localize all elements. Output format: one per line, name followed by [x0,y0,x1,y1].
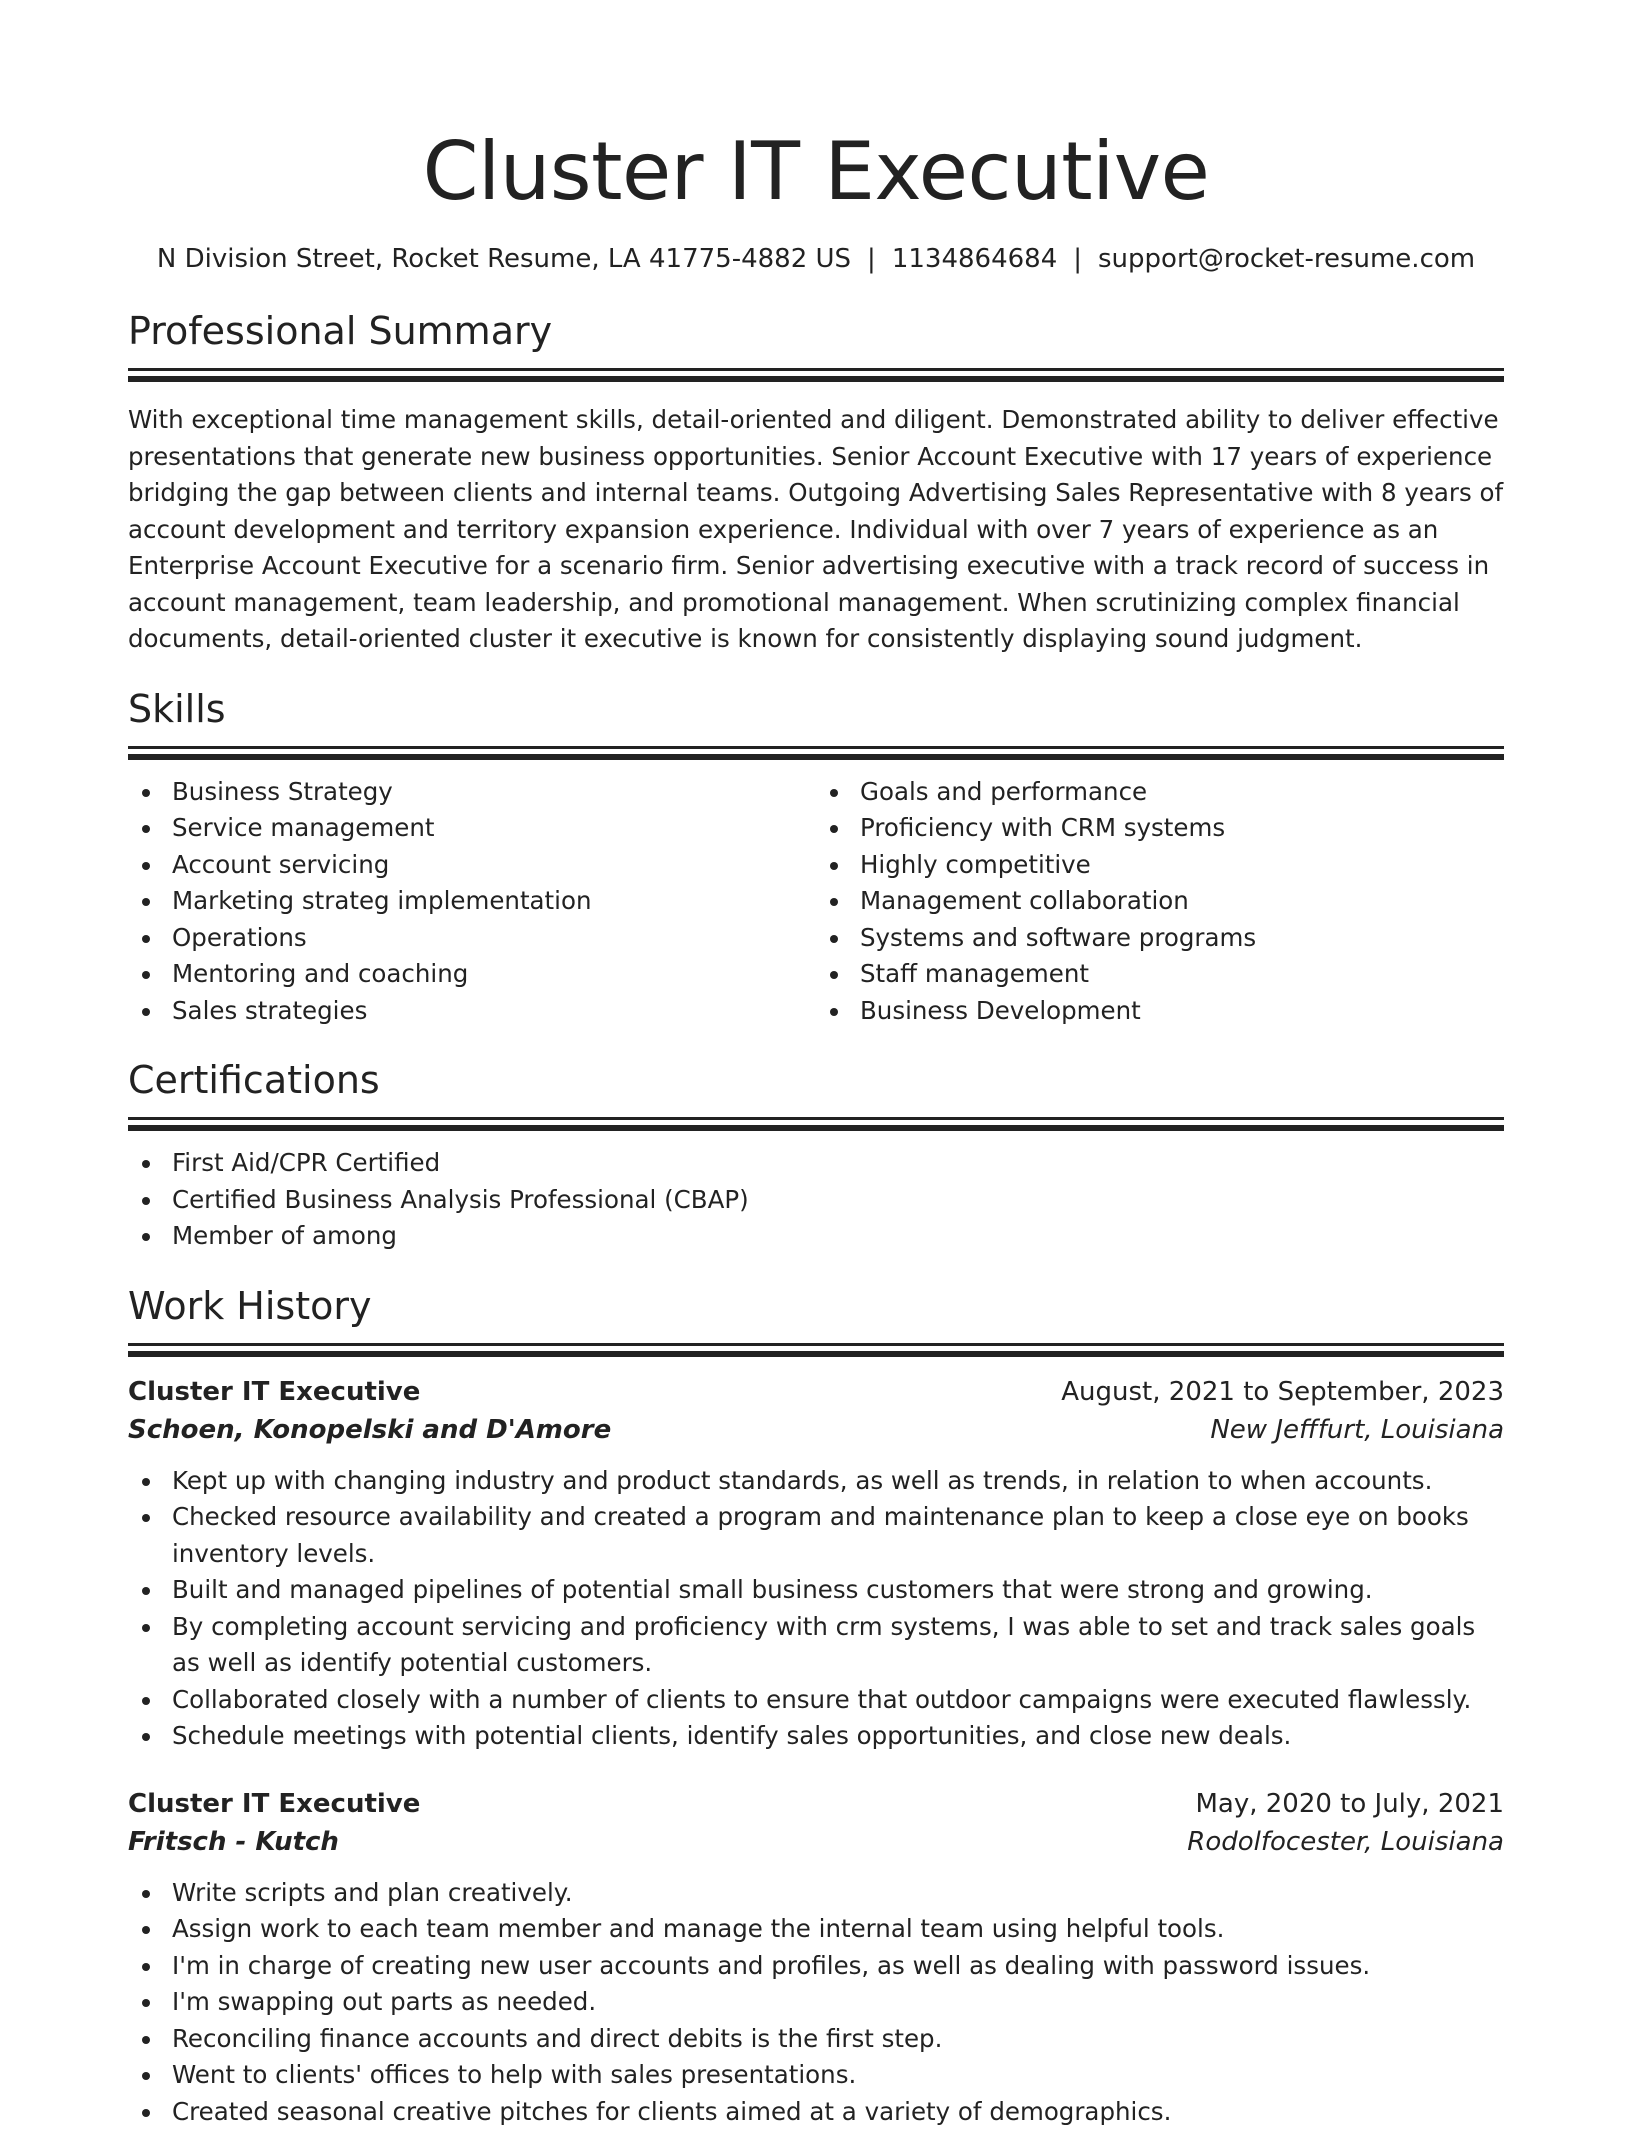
work-history-section [128,1281,1504,2130]
job-bullet: Kept up with changing industry and product standards, as well as trends, in relation to when accounts. [172,1463,1504,1500]
job-company: Fritsch - Kutch [128,1823,339,1861]
skill-item: Systems and software programs [860,920,1504,957]
contact-phone: 1134864684 [892,244,1057,274]
job-location: New Jefffurt, Louisiana [1210,1411,1504,1449]
certification-item: Certified Business Analysis Professional (CBAP) [172,1182,1504,1219]
skills-section [128,684,1504,1030]
skills-columns [128,774,1504,1030]
skill-item: Staff management [860,956,1504,993]
certifications-section [128,1055,1504,1255]
skills-list-left [128,774,816,1030]
job-title: Cluster IT Executive [128,1373,420,1411]
job-header [128,1373,1504,1411]
section-divider [128,368,1504,371]
section-divider [128,746,1504,749]
section-divider-thick [128,1125,1504,1131]
certifications-list [128,1145,1504,1255]
job-bullet: Assign work to each team member and manage the internal team using helpful tools. [172,1911,1504,1948]
job-subheader [128,1411,1504,1449]
skills-list-right [816,774,1504,1030]
summary-section [128,306,1504,658]
job-bullet: Created seasonal creative pitches for clients aimed at a variety of demographics. [172,2094,1504,2130]
skill-item: Business Development [860,993,1504,1030]
job-bullet: Went to clients' offices to help with sales presentations. [172,2057,1504,2094]
job-dates: May, 2020 to July, 2021 [1195,1785,1504,1823]
job-bullet-list [128,1875,1504,2130]
certification-item: First Aid/CPR Certified [172,1145,1504,1182]
skill-item: Goals and performance [860,774,1504,811]
section-divider-thick [128,1351,1504,1357]
job-bullet: Schedule meetings with potential clients, identify sales opportunities, and close new deals. [172,1718,1504,1755]
job-header [128,1785,1504,1823]
skill-item: Business Strategy [172,774,816,811]
job-location: Rodolfocester, Louisiana [1187,1823,1504,1861]
contact-address: N Division Street, Rocket Resume, LA 41775-4882 US [157,244,851,274]
job-bullet: Collaborated closely with a number of clients to ensure that outdoor campaigns were executed flawlessly. [172,1682,1504,1719]
skill-item: Sales strategies [172,993,816,1030]
skill-item: Operations [172,920,816,957]
job-bullet-list [128,1463,1504,1755]
section-divider-thick [128,376,1504,382]
job-bullet: I'm swapping out parts as needed. [172,1984,1504,2021]
section-title-work-history: Work History [128,1281,1504,1331]
skill-item: Service management [172,810,816,847]
job-bullet: Built and managed pipelines of potential small business customers that were strong and growing. [172,1572,1504,1609]
job-company: Schoen, Konopelski and D'Amore [128,1411,611,1449]
contact-separator: | [1057,242,1098,276]
section-title-skills: Skills [128,684,1504,734]
skill-item: Management collaboration [860,883,1504,920]
contact-line [128,242,1504,276]
section-divider-thick [128,754,1504,760]
job-bullet: Checked resource availability and created a program and maintenance plan to keep a close eye on books inventory levels. [172,1499,1504,1572]
job-bullet: Reconciling finance accounts and direct debits is the first step. [172,2021,1504,2058]
job-bullet: I'm in charge of creating new user accounts and profiles, as well as dealing with password issues. [172,1948,1504,1985]
job-bullet: Write scripts and plan creatively. [172,1875,1504,1912]
job-bullet: By completing account servicing and proficiency with crm systems, I was able to set and track sales goals as well as identify potential customers. [172,1609,1504,1682]
job-dates: August, 2021 to September, 2023 [1061,1373,1504,1411]
section-divider [128,1343,1504,1346]
resume-page [128,0,1504,2130]
candidate-name: Cluster IT Executive [128,122,1504,222]
skill-item: Mentoring and coaching [172,956,816,993]
job-subheader [128,1823,1504,1861]
job-entry [128,1785,1504,2130]
contact-separator: | [851,242,892,276]
summary-text: With exceptional time management skills, detail-oriented and diligent. Demonstrated ability to deliver effective presentations that generate new business opportunities. Senior Account Executive with 17 years of experience bridging the gap between clients and internal teams. Outgoing Advertising Sales Representative with 8 years of account development and territory expansion experience. Individual with over 7 years of experience as an Enterprise Account Executive for a scenario firm. Senior advertising executive with a track record of success in account management, team leadership, and promotional management. When scrutinizing complex financial documents, detail-oriented cluster it executive is known for consistently displaying sound judgment. [128,402,1504,658]
skill-item: Account servicing [172,847,816,884]
section-title-certifications: Certifications [128,1055,1504,1105]
skill-item: Marketing strateg implementation [172,883,816,920]
section-title-summary: Professional Summary [128,306,1504,356]
job-title: Cluster IT Executive [128,1785,420,1823]
skill-item: Highly competitive [860,847,1504,884]
job-entry [128,1373,1504,1755]
contact-email[interactable]: support@rocket-resume.com [1098,244,1475,274]
certification-item: Member of among [172,1218,1504,1255]
skill-item: Proficiency with CRM systems [860,810,1504,847]
section-divider [128,1117,1504,1120]
